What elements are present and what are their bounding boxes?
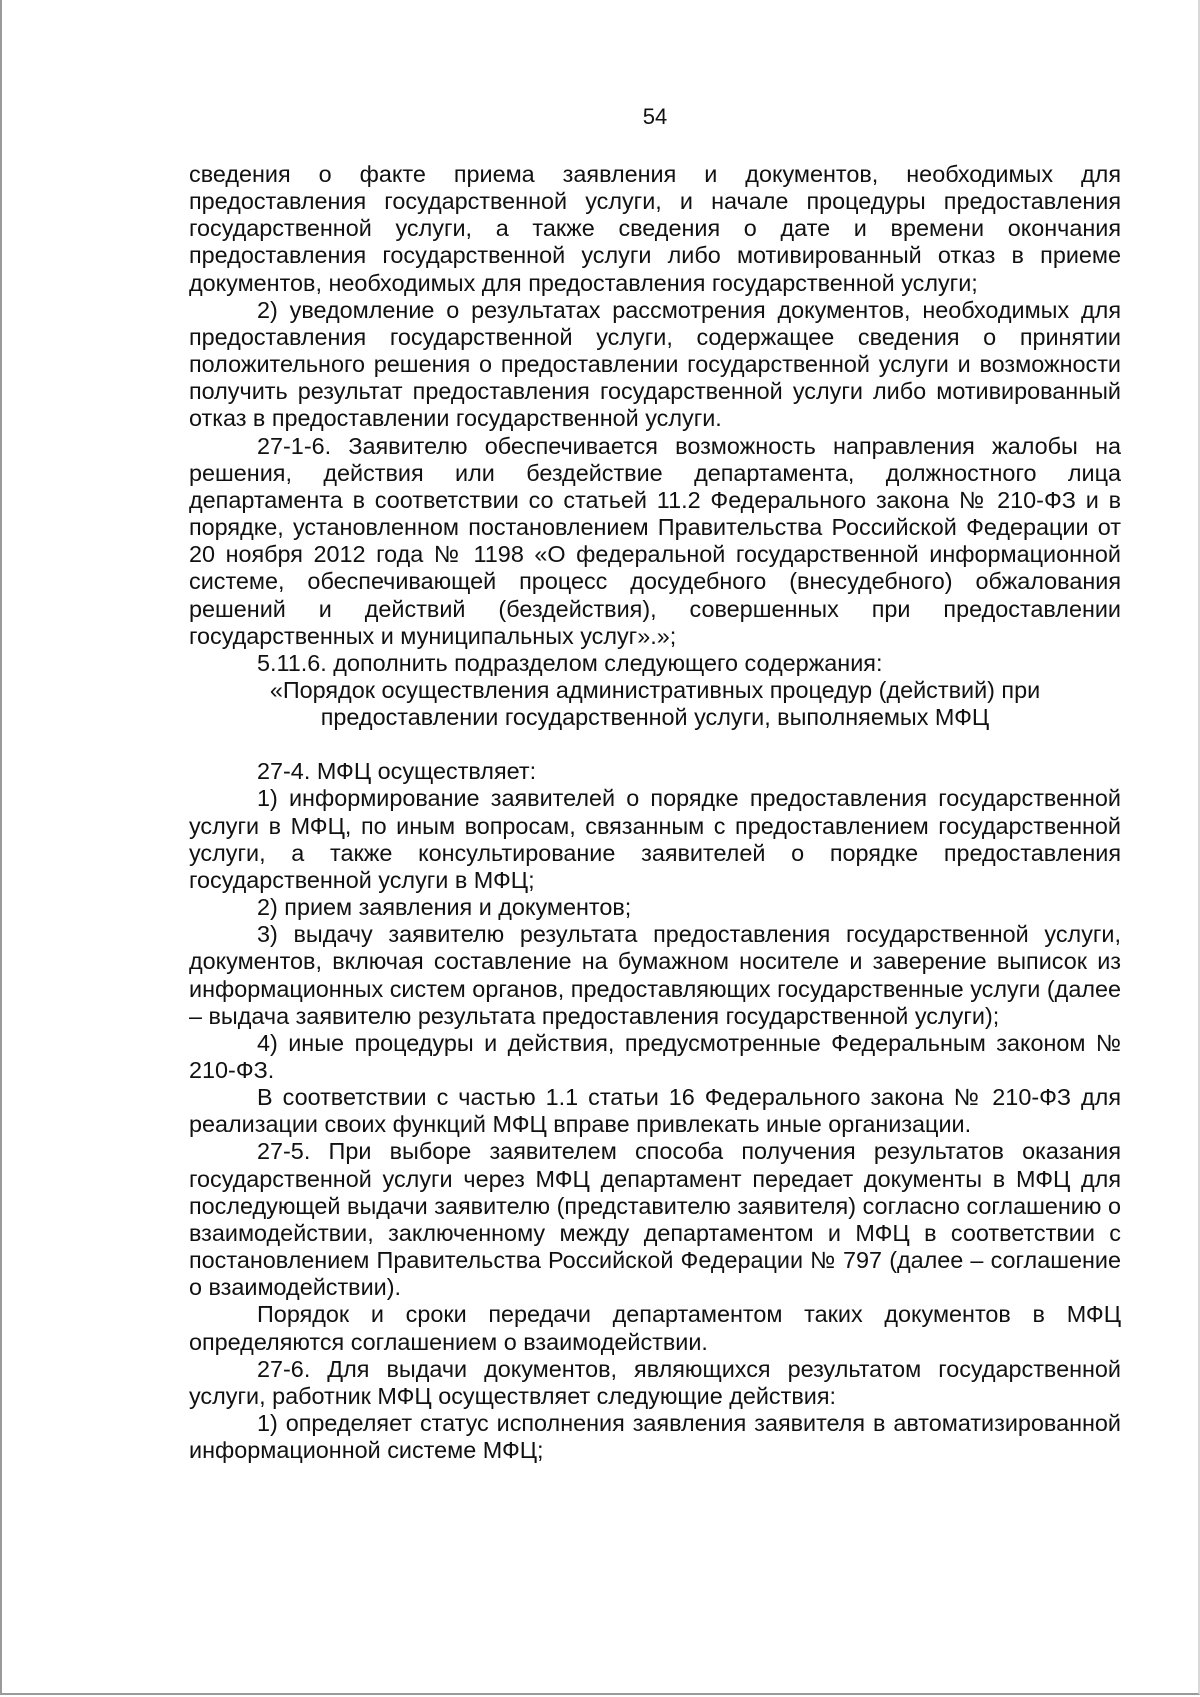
paragraph-transfer-terms: Порядок и сроки передачи департаментом таких документов в МФЦ определяются соглашением о взаимодействии. [189,1301,1121,1355]
paragraph-notification: 2) уведомление о результатах рассмотрения документов, необходимых для предоставления государственной услуги, содержащее сведения о принятии положительного решения о предоставлении государственной услуги и возможности получить результат предоставления государственной услуги либо мотивированный отказ в предоставлении государственной услуги. [189,296,1121,432]
list-item-reception: 2) прием заявления и документов; [257,894,632,921]
paragraph-27-1-6: 27-1-6. Заявителю обеспечивается возможность направления жалобы на решения, действия или бездействие департамента, должностного лица департамента в соответствии со статьей 11.2 Федерального закона № 210-ФЗ и в порядке, установленном постановлением Правительства Российской Федерации от 20 ноября 2012 года № 1198 «О федеральной государственной информационной системе, обеспечивающей процесс досудебного (внесудебного) обжалования решений и действий (бездействия), совершенных при предоставлении государственных и муниципальных услуг».»; [189,432,1121,649]
section-heading-line-2: предоставлении государственной услуги, выполняемых МФЦ [320,704,990,731]
paragraph-continuation: сведения о факте приема заявления и документов, необходимых для предоставления государственной услуги, и начале процедуры предоставления государственной услуги, а также сведения о дате и времени окончания предоставления государственной услуги либо мотивированный отказ в приеме документов, необходимых для предоставления государственной услуги; [189,161,1121,296]
blank-line [189,731,1121,758]
list-item-other-procedures: 4) иные процедуры и действия, предусмотренные Федеральным законом № 210-ФЗ. [189,1029,1121,1083]
list-item-issuance: 3) выдачу заявителю результата предоставления государственной услуги, документов, включая составление на бумажном носителе и заверение выписок из информационных систем органов, предоставляющих государственные услуги (далее – выдача заявителю результата предоставления государственной услуги); [189,921,1121,1029]
page-number: 54 [642,104,668,129]
document-body [189,161,1121,1464]
paragraph-27-5: 27-5. При выборе заявителем способа получения результатов оказания государственной услуги через МФЦ департамент передает документы в МФЦ для последующей выдачи заявителю (представителю заявителя) согласно соглашению о взаимодействии, заключенному между департаментом и МФЦ в соответствии с постановлением Правительства Российской Федерации № 797 (далее – соглашение о взаимодействии). [189,1138,1121,1301]
paragraph-5-11-6: 5.11.6. дополнить подразделом следующего содержания: [257,649,883,676]
list-item-status-check: 1) определяет статус исполнения заявления заявителя в автоматизированной информационной системе МФЦ; [189,1410,1121,1464]
section-heading-line-1: «Порядок осуществления административных процедур (действий) при [269,676,1041,703]
paragraph-other-organizations: В соответствии с частью 1.1 статьи 16 Федерального закона № 210-ФЗ для реализации своих функций МФЦ вправе привлекать иные организации. [189,1084,1121,1138]
paragraph-27-4: 27-4. МФЦ осуществляет: [257,758,537,785]
list-item-informing: 1) информирование заявителей о порядке предоставления государственной услуги в МФЦ, по иным вопросам, связанным с предоставлением государственной услуги, а также консультирование заявителей о порядке предоставления государственной услуги в МФЦ; [189,785,1121,893]
paragraph-27-6: 27-6. Для выдачи документов, являющихся результатом государственной услуги, работник МФЦ осуществляет следующие действия: [189,1355,1121,1409]
